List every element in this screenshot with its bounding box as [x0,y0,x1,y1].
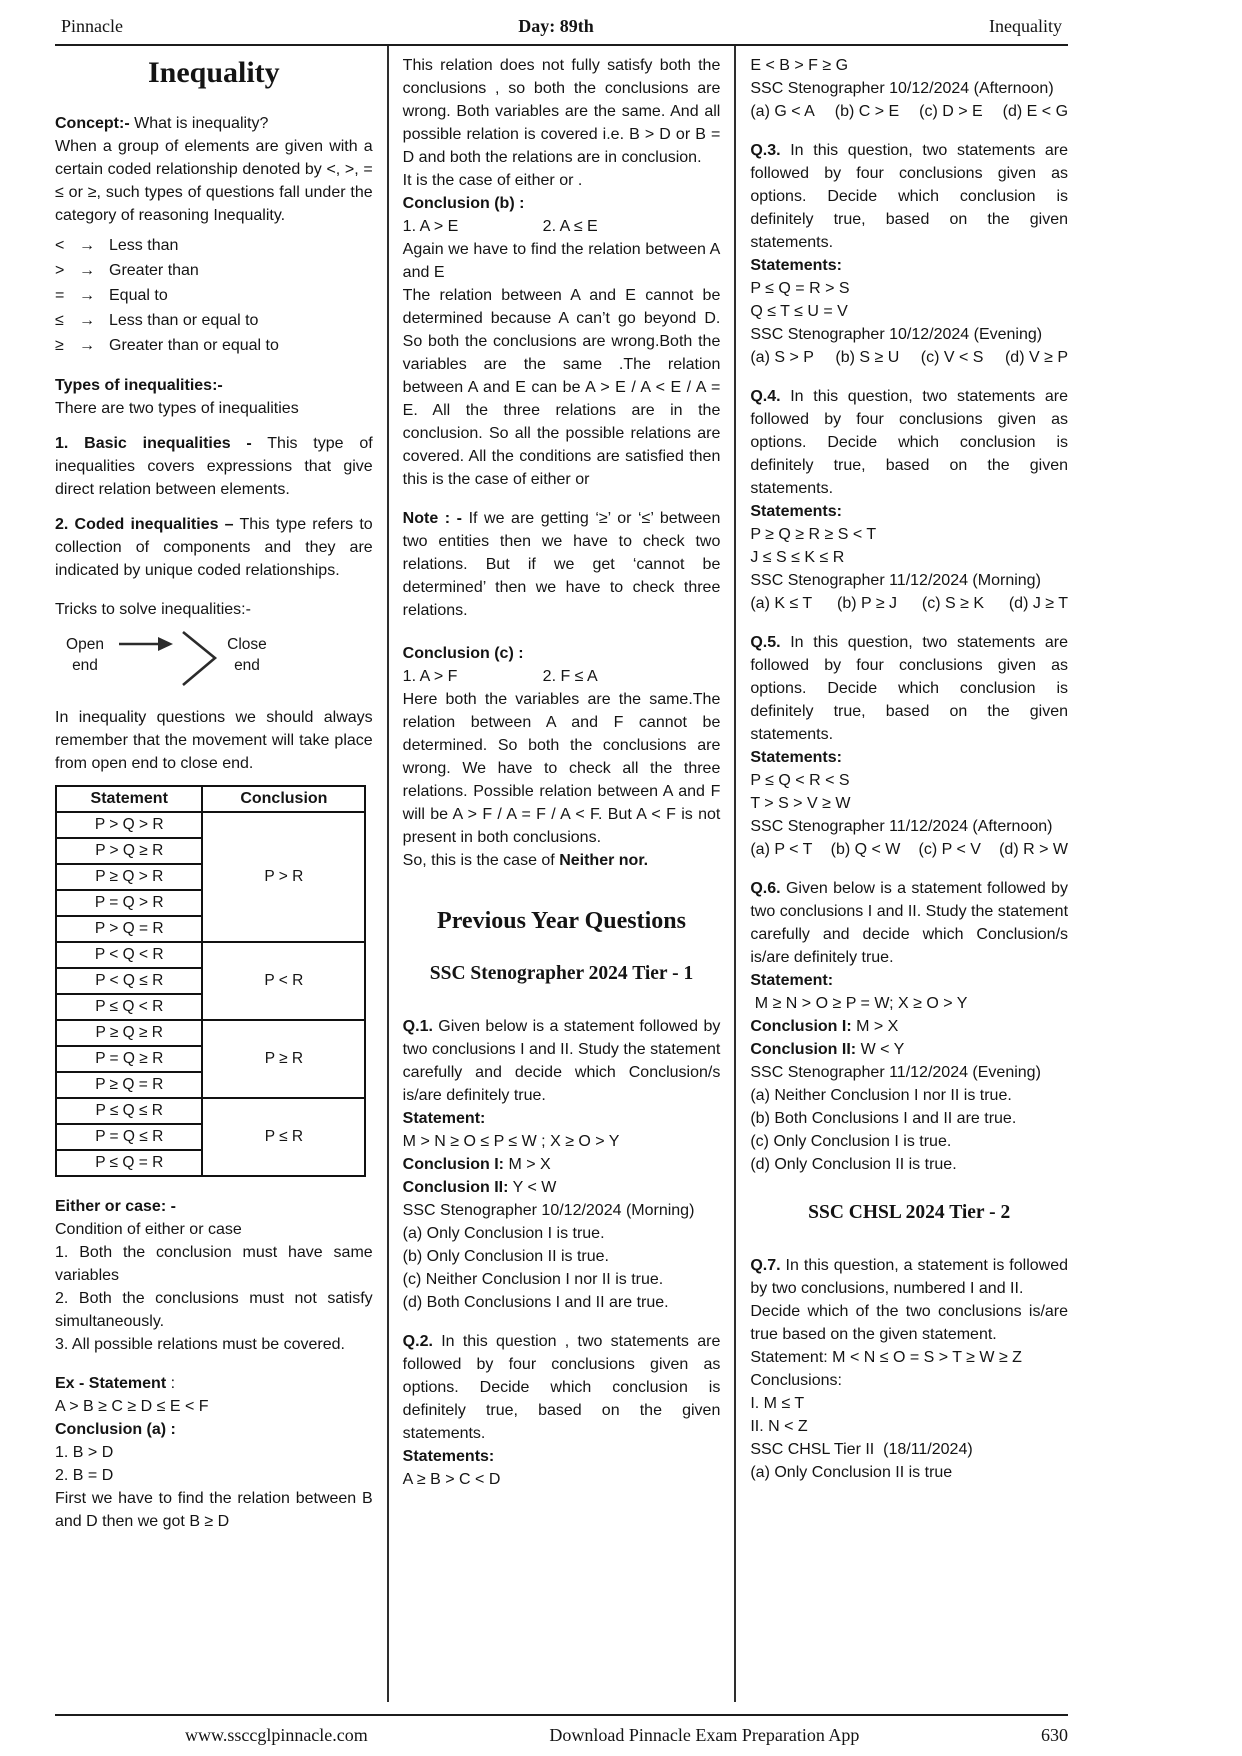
options-list [750,1084,1068,1176]
statement-cell: P ≤ Q < R [56,994,202,1020]
symbol-meaning: Greater than or equal to [109,337,279,354]
statement-cell: P > Q = R [56,916,202,942]
previous-year-questions-heading: Previous Year Questions [437,908,686,934]
neither-nor-bold: Neither nor. [559,852,649,869]
table-row [56,1020,365,1046]
symbol-legend [55,233,373,358]
conclusion-1-line [403,1153,721,1176]
option-line: (c) Neither Conclusion I nor II is true. [402,1271,664,1288]
symbol-glyph: = [55,287,65,304]
option-line: (d) Only Conclusion II is true. [750,1156,957,1173]
conclusion-cell: P > R [202,812,365,942]
question-source: SSC CHSL Tier II (18/11/2024) [750,1441,973,1458]
statement-expression: Statement: M < N ≤ O = S > T ≥ W ≥ Z [750,1349,1022,1366]
footer-app-promo: Download Pinnacle Exam Preparation App [549,1725,860,1745]
question-2-text: In this question , two statements are followed by four conclusions given as options. Decide which conclusion is definitely true, based on the given statements. [402,1333,721,1442]
question-source: SSC Stenographer 10/12/2024 (Morning) [402,1202,695,1219]
either-or-condition-line: 2. Both the conclusions must not satisfy simultaneously. [55,1290,373,1330]
statement-cell: P ≤ Q ≤ R [56,1098,202,1124]
question-6-text: Given below is a statement followed by two conclusions I and II. Study the statement carefully and decide which Conclusion/s is/are definitely true. [750,880,1069,966]
conclusion-a-items [55,1441,373,1487]
question-1-text: Given below is a statement followed by two conclusions I and II. Study the statement carefully and decide which Conclusion/s is/are definitely true. [402,1018,721,1104]
question-1-intro [403,1015,721,1107]
statement-cell: P ≤ Q = R [56,1150,202,1176]
question-source: SSC Stenographer 10/12/2024 (Afternoon) [750,80,1054,97]
question-5-intro [750,631,1068,746]
statement-cell: P = Q ≥ R [56,1046,202,1072]
option-line: (a) Neither Conclusion I nor II is true. [750,1087,1012,1104]
statement-expression: A ≥ B > C < D [402,1471,501,1488]
question-7 [750,1254,1068,1484]
page-footer [55,1714,1068,1746]
options-row [750,838,1068,861]
symbol-legend-row [55,333,373,358]
statement-label: Statement: [402,1110,486,1127]
symbol-meaning: Greater than [109,262,199,279]
note-text: If we are getting ‘≥’ or ‘≤’ between two entities then we have to check two relations. But if we get ‘cannot be determined’ then we have to check three relations. [402,510,721,619]
symbol-meaning: Equal to [109,287,168,304]
table-row [56,1098,365,1124]
arrow-right-icon: → [79,337,95,354]
example-result-paragraph: First we have to find the relation between B and D then we got B ≥ D [55,1490,373,1530]
statement-column-header: Statement [56,786,202,812]
example-statement-label: Ex - Statement [55,1375,167,1392]
open-close-diagram-svg [55,627,293,691]
table-header-row [56,786,365,812]
option-line: (c) Only Conclusion I is true. [750,1133,952,1150]
statement-cell: P = Q > R [56,890,202,916]
example-statement-heading [55,1372,373,1395]
symbol-glyph: < [55,237,65,254]
option: (a) P < T [750,841,813,858]
options-list [403,1222,721,1314]
example-expression: A > B ≥ C ≥ D ≤ E < F [55,1398,209,1415]
types-heading: Types of inequalities:- [55,377,223,394]
question-6-intro [750,877,1068,969]
question-5-text: In this question, two statements are followed by four conclusions given as options. Decide which conclusion is definitely true, based on the given statements. [750,634,1069,743]
statement-cell: P = Q ≤ R [56,1124,202,1150]
statement-expression: J ≤ S ≤ K ≤ R [750,549,845,566]
conclusion-2-label: Conclusion II: [402,1179,509,1196]
content-columns [55,46,1068,1702]
options-row [750,346,1068,369]
footer-page-number: 630 [1041,1725,1068,1745]
symbol-meaning: Less than [109,237,179,254]
note-label: Note : - [402,510,463,527]
question-source: SSC Stenographer 11/12/2024 (Evening) [750,1064,1041,1081]
conclusion-item: II. N < Z [750,1418,808,1435]
arrow-right-icon: → [79,312,95,329]
conclusion-cell: P < R [202,942,365,1020]
conclusion-b-label: Conclusion (b) : [402,195,525,212]
conclusion-1-label: Conclusion I: [402,1156,504,1173]
statement-cell: P > Q > R [56,812,202,838]
table-row [56,942,365,968]
option: (d) J ≥ T [1008,595,1068,612]
conclusion-2-value: W < Y [856,1041,905,1058]
conclusion-c-item: 1. A > F [402,668,458,685]
page-header [55,12,1068,46]
statement-cell: P > Q ≥ R [56,838,202,864]
neither-nor-analysis-paragraph: Here both the variables are the same.The relation between A and F cannot be determined. So both the conclusions are wrong. We have to check all the three relations. Possible relation between A and F will be A > F / A = F / A < F. But A < F is not present in both conclusions. [402,691,721,846]
coded-inequalities-text: This type refers to collection of components and they are indicated by unique coded relationships. [55,516,373,579]
option: (c) S ≥ K [921,595,985,612]
option: (a) S > P [750,349,814,366]
concept-line [55,112,373,135]
symbol-legend-row [55,233,373,258]
symbol-legend-row [55,283,373,308]
chevron-close-icon [183,632,215,685]
option: (c) V < S [920,349,984,366]
question-5-number: Q.5. [750,634,781,651]
option: (b) Q < W [830,841,901,858]
either-or-heading: Either or case: - [55,1198,176,1215]
concept-question: What is inequality? [129,115,269,132]
symbol-meaning: Less than or equal to [109,312,259,329]
statement-expression: P ≤ Q < R < S [750,772,850,789]
conclusion-2-value: Y < W [508,1179,557,1196]
option: (d) R > W [999,841,1068,858]
arrow-right-icon: → [79,287,95,304]
open-end-label-line1: Open [66,636,104,653]
question-6 [750,877,1068,1176]
statement-expression: M ≥ N > O ≥ P = W; X ≥ O > Y [750,995,968,1012]
statement-label: Statement: [750,972,834,989]
conclusion-1-value: M > X [851,1018,899,1035]
question-source: SSC Stenographer 11/12/2024 (Morning) [750,572,1041,589]
option: (b) S ≥ U [835,349,900,366]
symbol-legend-row [55,308,373,333]
conclusion-2-label: Conclusion II: [750,1041,857,1058]
movement-paragraph: In inequality questions we should always remember that the movement will take place from open end to close end. [55,709,373,772]
conclusion-a-label: Conclusion (a) : [55,1421,176,1438]
conclusion-b-item: 1. A > E [402,218,459,235]
statement-expression: T > S > V ≥ W [750,795,851,812]
statement-conclusion-table [55,785,366,1177]
either-or-analysis-paragraph: The relation between A and E cannot be determined because A can’t go beyond D. So both the conclusions are wrong.Both the variables are the same .The relation between A and E can be A > E / A < E / A = E. All the three relations are in the conclusion. So all the possible relations are covered. All the conditions are satisfied then this is the case of either or [402,287,721,488]
option: (b) C > E [834,103,900,120]
option-line: (b) Both Conclusions I and II are true. [750,1110,1017,1127]
question-2 [403,1330,721,1491]
option: (c) P < V [918,841,981,858]
statement-cell: P ≥ Q > R [56,864,202,890]
conclusion-c-label: Conclusion (c) : [402,645,524,662]
options-row [750,592,1068,615]
option-line: (d) Both Conclusions I and II are true. [402,1294,669,1311]
neither-nor-conclusion-line [403,849,721,872]
statement-cell: P ≥ Q = R [56,1072,202,1098]
statements-label: Statements: [750,503,842,520]
arrow-head-icon [158,637,173,651]
header-brand: Pinnacle [61,16,123,36]
relation-a-e-paragraph: Again we have to find the relation between A and E [402,241,721,281]
option-line: (a) Only Conclusion II is true [750,1464,953,1481]
conclusion-a-item: 1. B > D [55,1444,114,1461]
either-or-case-line: It is the case of either or . [402,172,583,189]
statement-expression: E < B > F ≥ G [750,57,849,74]
either-or-condition-line: Condition of either or case [55,1221,242,1238]
column-right [734,46,1068,1702]
options-row [750,100,1068,123]
basic-inequalities-paragraph [55,432,373,501]
question-2-intro [403,1330,721,1445]
either-or-conditions [55,1218,373,1356]
question-7-intro [750,1254,1068,1300]
option: (d) E < G [1002,103,1069,120]
basic-inequalities-label: 1. Basic inequalities - [55,435,252,452]
question-3 [750,139,1068,369]
statement-cell: P < Q ≤ R [56,968,202,994]
statement-cell: P ≥ Q ≥ R [56,1020,202,1046]
concept-label: Concept:- [55,115,130,132]
conclusion-1-value: M > X [504,1156,551,1173]
option-line: (a) Only Conclusion I is true. [402,1225,605,1242]
question-3-number: Q.3. [750,142,781,159]
conclusion-cell: P ≤ R [202,1098,365,1176]
section-heading-stenographer: SSC Stenographer 2024 Tier - 1 [429,963,694,984]
arrow-right-icon: → [79,262,95,279]
conclusion-column-header: Conclusion [202,786,365,812]
conclusion-item: I. M ≤ T [750,1395,805,1412]
question-7-text: In this question, a statement is followed by two conclusions, numbered I and II. [750,1257,1069,1297]
question-5 [750,631,1068,861]
question-6-number: Q.6. [750,880,781,897]
conclusion-a-item: 2. B = D [55,1467,114,1484]
open-close-diagram [55,627,373,696]
conclusion-1-line [750,1015,1068,1038]
question-4-intro [750,385,1068,500]
conclusion-cell: P ≥ R [202,1020,365,1098]
example-statement-colon: : [166,1375,176,1392]
statements-label: Statements: [750,749,842,766]
conclusion-b-item: 2. A ≤ E [542,218,598,235]
table-row [56,812,365,838]
statement-expression: M > N ≥ O ≤ P ≤ W ; X ≥ O > Y [402,1133,620,1150]
coded-inequalities-paragraph [55,513,373,582]
coded-inequalities-label: 2. Coded inequalities – [55,516,234,533]
question-7-number: Q.7. [750,1257,781,1274]
conclusion-2-line [750,1038,1068,1061]
symbol-glyph: ≥ [55,337,64,354]
header-day-label: Day: 89th [518,16,594,36]
symbol-glyph: ≤ [55,312,64,329]
close-end-label-line2: end [234,657,260,674]
option: (c) D > E [919,103,983,120]
statement-expression: P ≥ Q ≥ R ≥ S < T [750,526,877,543]
note-paragraph [403,507,721,622]
open-end-label-line2: end [72,657,98,674]
conclusion-b-items [403,215,721,238]
types-text: There are two types of inequalities [55,400,299,417]
column-left [55,46,387,1702]
option: (b) P ≥ J [837,595,898,612]
basic-inequalities-text: This type of inequalities covers expressions that give direct relation between elements. [55,435,373,498]
statement-expression: P ≤ Q = R > S [750,280,850,297]
conclusion-items [750,1392,1068,1438]
either-or-explanation-paragraph: This relation does not fully satisfy both the conclusions , so both the conclusions are wrong. Both variables are the same. And all possible relation is covered i.e. B > D or B = D and both the relations are in conclusion. [402,57,721,166]
conclusions-label: Conclusions: [750,1372,842,1389]
question-3-text: In this question, two statements are followed by four conclusions given as options. Decide which conclusion is definitely true, based on the given statements. [750,142,1069,251]
question-4-text: In this question, two statements are followed by four conclusions given as options. Decide which conclusion is definitely true, based on the given statements. [750,388,1069,497]
either-or-condition-line: 1. Both the conclusion must have same variables [55,1244,373,1284]
conclusion-c-item: 2. F ≤ A [542,668,598,685]
question-1 [403,1015,721,1314]
header-topic: Inequality [989,16,1062,36]
close-end-label-line1: Close [227,636,267,653]
statement-expression: Q ≤ T ≤ U = V [750,303,848,320]
question-7-instruction: Decide which of the two conclusions is/are true based on the given statement. [750,1303,1069,1343]
section-heading-chsl: SSC CHSL 2024 Tier - 2 [808,1202,1011,1223]
statement-cell: P < Q < R [56,942,202,968]
question-2-continued [750,54,1068,123]
question-4-number: Q.4. [750,388,781,405]
statements-label: Statements: [750,257,842,274]
arrow-right-icon: → [79,237,95,254]
option: (a) G < A [750,103,815,120]
symbol-glyph: > [55,262,65,279]
footer-website: www.ssccglpinnacle.com [185,1725,368,1745]
either-or-condition-line: 3. All possible relations must be covered. [55,1336,345,1353]
tricks-heading: Tricks to solve inequalities:- [55,601,251,618]
question-3-intro [750,139,1068,254]
question-4 [750,385,1068,615]
option: (d) V ≥ P [1004,349,1068,366]
question-1-number: Q.1. [402,1018,433,1035]
symbol-legend-row [55,258,373,283]
neither-nor-text: So, this is the case of [402,852,560,869]
intro-paragraph: When a group of elements are given with a certain coded relationship denoted by <, >, = ≤ or ≥, such types of questions fall under the category of reasoning Inequality. [55,138,373,224]
statements-label: Statements: [402,1448,495,1465]
question-source: SSC Stenographer 10/12/2024 (Evening) [750,326,1043,343]
column-middle [387,46,735,1702]
question-source: SSC Stenographer 11/12/2024 (Afternoon) [750,818,1053,835]
conclusion-2-line [403,1176,721,1199]
page-title: Inequality [147,56,280,89]
conclusion-c-items [403,665,721,688]
conclusion-1-label: Conclusion I: [750,1018,852,1035]
question-2-number: Q.2. [402,1333,433,1350]
option: (a) K ≤ T [750,595,813,612]
option-line: (b) Only Conclusion II is true. [402,1248,609,1265]
